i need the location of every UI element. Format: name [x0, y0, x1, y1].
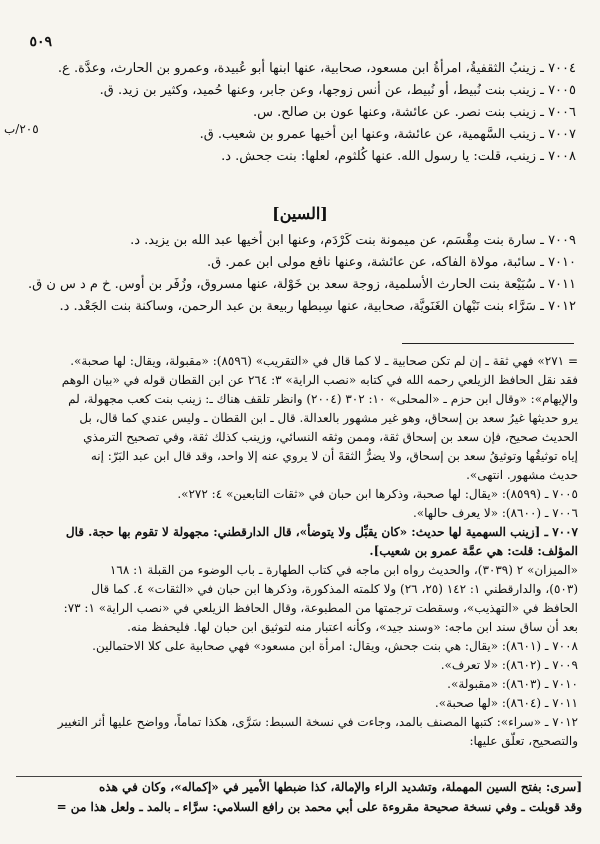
margin-folio-note: ٢٠٥/ب — [4, 122, 39, 136]
footnote-7007-commentary — [22, 561, 578, 637]
footnote-line: فقد نقل الحافظ الزيلعي رحمه الله في كتابه «نصب الراية» ٣: ٢٦٤ عن ابن القطان قوله في «بيان الوهم — [61, 373, 578, 387]
footnote-line: يرو حديثها غيرُ سعد بن إسحاق، وهو غير مشهور بالعدالة. قال ـ ابن القطان ـ وليس عندي كما قال، بل — [79, 411, 578, 425]
footnote-line: الحافظ في «التهذيب»، وسقطت ترجمتها من المطبوعة، وقال الحافظ الزيلعي في «نصب الراية» ١: ٧٣: — [63, 601, 578, 615]
entry-7012: ٧٠١٢ ـ سَرَّاء بنت نَبْهان الغَنَويَّة، صحابية، عنها سِبطها ربيعة بن عبد الرحمن، وساكنة بنت الجَعْد. د. — [59, 299, 576, 314]
entry-7006: ٧٠٠٦ ـ زينب بنت نصر. عن عائشة، وعنها عون بن صالح. س. — [253, 105, 576, 120]
footnote-line: ٧٠١٠ ـ (٨٦٠٣): «مقبولة». — [447, 677, 578, 691]
footnote-7005 — [22, 485, 578, 504]
entries-sin — [28, 230, 576, 318]
section-heading-sin: [السين] — [272, 204, 328, 223]
entry-7005: ٧٠٠٥ ـ زينب بنت نُبيط، أو نُبيط، عن أنس زوجها، وعن جابر، وعنها حُميد، وكثير بن زيد. ق. — [99, 83, 576, 98]
footnote-7007 — [22, 523, 578, 561]
footnote-line: ٧٠٠٧ ـ [زينب السهمية لها حديث: «كان يقبِّل ولا يتوضأ»، قال الدارقطني: مجهولة لا تقوم بها حجة. قال — [65, 525, 578, 539]
footnote-line: ٧٠٠٨ ـ (٨٦٠١): «يقال: هي بنت جحش، ويقال: امرأة ابن مسعود» فهي صحابية على كلا الاحتمالين. — [92, 639, 578, 653]
entries-zaynab — [28, 58, 576, 168]
footnote-continuation — [22, 352, 578, 485]
footnote-line: بعد أن ساق سند ابن ماجه: «وسند جيد»، وكأنه اعتبار منه لتوثيق ابن حبان لها. فليحفظ منه. — [127, 620, 578, 634]
page-number: ٥٠٩ — [29, 34, 52, 50]
footnote-7012 — [22, 713, 578, 751]
footnote-line: ٧٠٠٩ ـ (٨٦٠٢): «لا تعرف». — [440, 658, 578, 672]
footnote-line: والإيهام»: «وقال ابن حزم ـ «المحلى» ١٠: ٣٠٢ (٢٠٠٤) وانظر تلقف هناك ـ: زينب بنت كعب مجهولة، لم — [68, 392, 578, 406]
footnote-line: = ٢٧١» فهي ثقة ـ إن لم تكن صحابية ـ لا كما قال في «التقريب» (٨٥٩٦): «مقبولة، ويقال: لها صحبة». — [70, 354, 578, 368]
footnote-7008 — [22, 637, 578, 656]
footnotes — [22, 352, 578, 751]
footnote-line: (٥٠٣)، والدارقطني ١: ١٤٢ (٢٥، ٢٦) ولا كلمته المذكورة، وذكرها ابن حبان في «الثقات» ٤. كما قال — [91, 582, 578, 596]
footnote-7006 — [22, 504, 578, 523]
footnote-line: والتصحيح، تعلَّق عليها: — [469, 734, 578, 748]
entry-7009: ٧٠٠٩ ـ سارة بنت مِقْسَم، عن ميمونة بنت كَرْدَم، وعنها ابن أخيها عبد الله بن يزيد. د. — [130, 233, 576, 248]
footnote-line: ٧٠١٢ ـ «سراء»: كتبها المصنف بالمد، وجاءت في نسخة السبط: سَرَّى، هكذا تماماً، وواضح عليها أثر التغيير — [57, 715, 578, 729]
footnote-line: المؤلف: قلت: هي عمَّة عمرو بن شعيب]. — [369, 544, 578, 558]
boxed-note — [16, 776, 582, 839]
footnote-line: حديث مشهور. انتهى». — [466, 468, 578, 482]
footnote-7011 — [22, 694, 578, 713]
entry-7007: ٧٠٠٧ ـ زينب السَّهمية، عن عائشة، وعنها ابن أخيها عمرو بن شعيب. ق. — [199, 127, 576, 142]
footnote-line: «الميزان» ٢ (٣٠٣٩)، والحديث رواه ابن ماجه في كتاب الطهارة ـ باب الوضوء من القبلة ١: ١٦٨ — [109, 563, 578, 577]
footnote-separator — [402, 343, 574, 344]
footnote-line: الحديث صحيح، فإن سعد بن إسحاق ثقة، وممن وثقه النسائي، وزينب كذلك ثقة، وفي تصحيح الترمذي — [83, 430, 578, 444]
footnote-line: ٧٠٠٦ ـ (٨٦٠٠): «لا يعرف حالها». — [412, 506, 578, 520]
footnote-7009 — [22, 656, 578, 675]
footnote-line: ٧٠٠٥ ـ (٨٥٩٩): «يقال: لها صحبة، وذكرها ابن حبان في «ثقات التابعين» ٤: ٢٧٢». — [177, 487, 578, 501]
boxed-note-line: وقد قوبلت ـ وفي نسخة صحيحة مقروءة على أبي محمد بن رافع السلامي: سرَّاء ـ بالمد ـ ولعل هذا من = — [56, 800, 582, 814]
entry-7010: ٧٠١٠ ـ سائبة، مولاة الفاكه، عن عائشة، وعنها نافع مولى ابن عمر. ق. — [206, 255, 576, 270]
entry-7004: ٧٠٠٤ ـ زينبُ الثقفيةُ، امرأةُ ابن مسعود، صحابية، عنها ابنها أبو عُبيدة، وعمرو بن الحارث، وعدَّة. ع. — [57, 61, 576, 76]
footnote-line: إياه توثيقُها وتوثيقُ سعد بن إسحاق، ولا يضرُّ الثقةَ أن لا يروي عنه إلا واحد، وقد قال ابن عبد البَرّ: إنه — [90, 449, 578, 463]
entry-7008: ٧٠٠٨ ـ زينب، قلت: يا رسول الله. عنها كُلثوم، لعلها: بنت جحش. د. — [221, 149, 576, 164]
footnote-7010 — [22, 675, 578, 694]
boxed-note-line: [سرى: بفتح السين المهملة، وتشديد الراء والإمالة، كذا ضبطها الأمير في «إكماله»، وكان في هذه — [99, 780, 582, 794]
entry-7011: ٧٠١١ ـ سُبَيْعة بنت الحارث الأسلمية، زوجة سعد بن خَوْلة، عنها مسروق، وزُفَر بن أوس. خ م د س ن ق. — [28, 277, 576, 292]
footnote-line: ٧٠١١ ـ (٨٦٠٤): «لها صحبة». — [434, 696, 578, 710]
